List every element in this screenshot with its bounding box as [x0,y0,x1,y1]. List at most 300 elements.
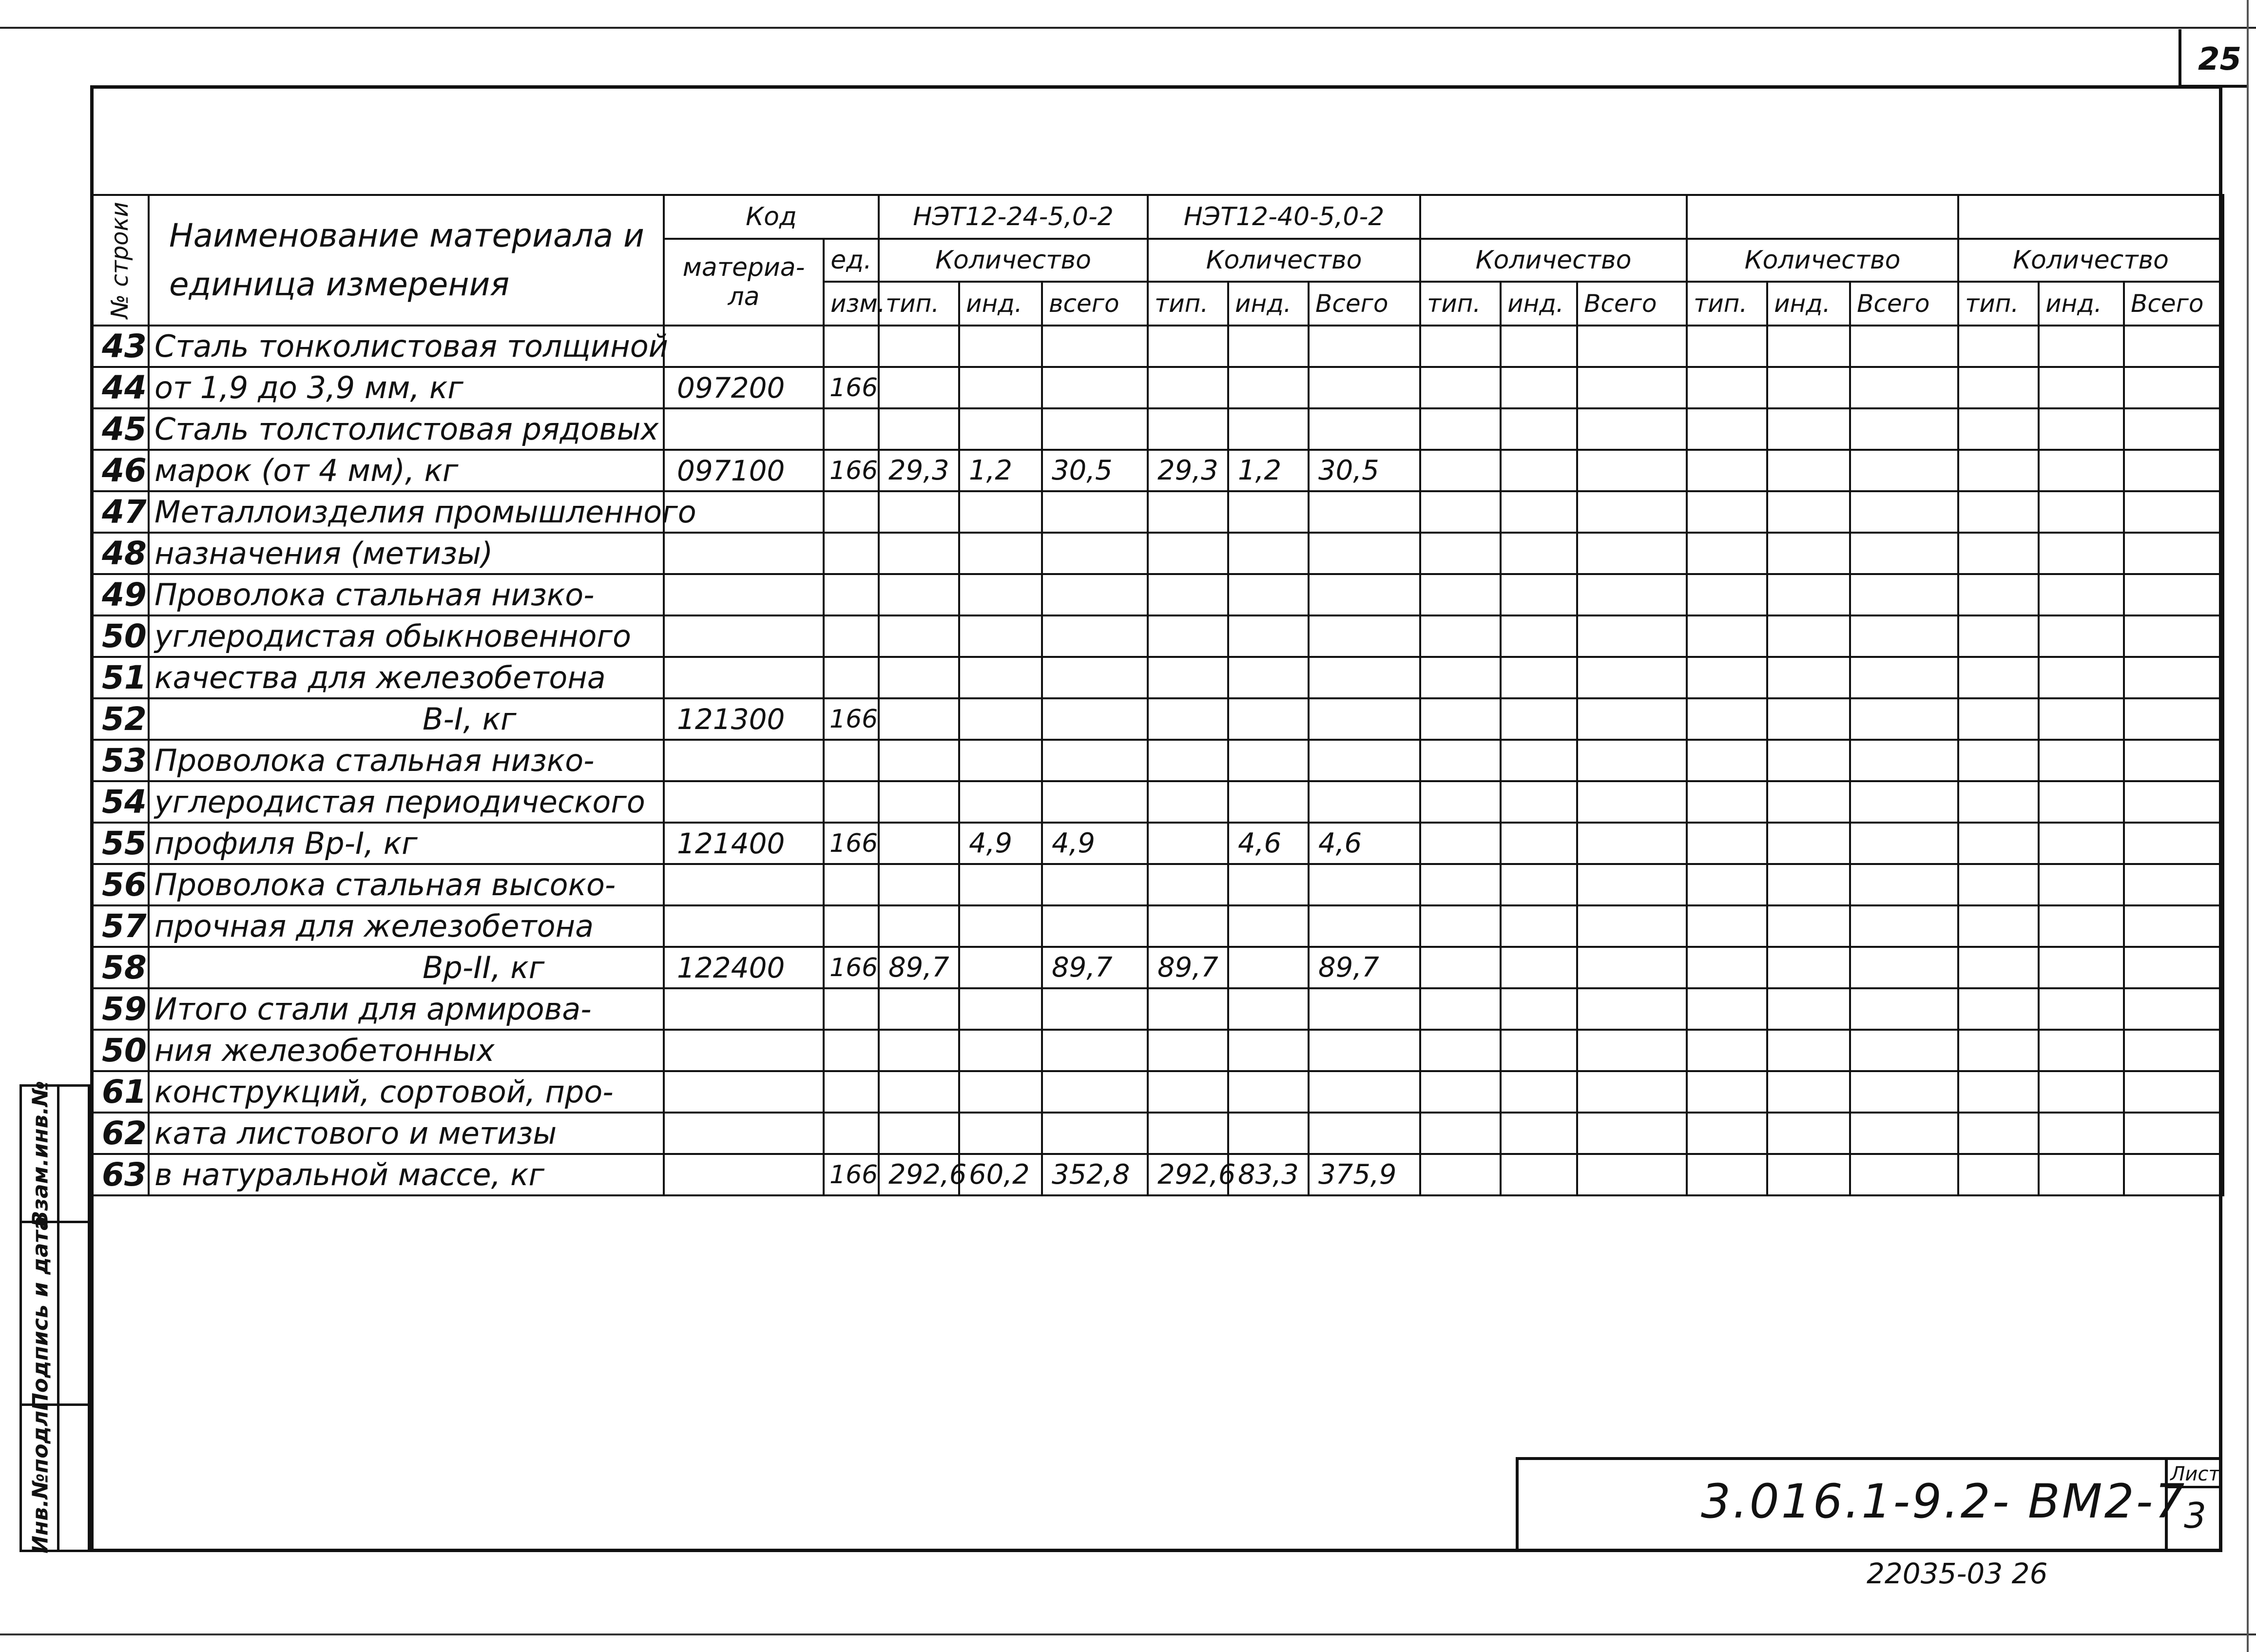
qty-value-5 [1228,1113,1309,1154]
unit-code: 166 [824,947,879,988]
material-name: назначения (метизы) [149,533,664,574]
qty-value-6 [1309,574,1420,615]
row-number: 43 [91,326,149,367]
qty-value-5 [1228,947,1309,988]
qty-empty-1 [1420,1030,1501,1071]
qty-value-1 [879,574,959,615]
page-number: 25 [2198,41,2242,77]
qty-value-4 [1148,905,1228,947]
qty-empty-3 [1577,1113,1687,1154]
material-code [664,615,824,657]
qty-value-3: 30,5 [1042,450,1148,491]
qty-empty-5 [1767,905,1850,947]
qty-empty-3 [1577,450,1687,491]
material-name: Проволока стальная высоко- [149,864,664,905]
qty-value-2: 4,9 [959,823,1042,864]
qty-empty-6 [1850,905,1958,947]
qty-empty-6 [1850,367,1958,408]
qty-value-1 [879,823,959,864]
material-code [664,408,824,450]
qty-empty-5 [1767,864,1850,905]
table-row [91,781,2223,823]
qty-empty-8 [2039,491,2124,533]
qty-empty-7 [1958,367,2039,408]
qty-value-4 [1148,574,1228,615]
qty-value-5 [1228,657,1309,698]
header-group-1-mark: НЭТ12-24-5,0-2 [879,195,1148,239]
qty-empty-1 [1420,1154,1501,1195]
qty-empty-3 [1577,988,1687,1030]
qty-empty-1 [1420,905,1501,947]
qty-empty-3 [1577,823,1687,864]
material-code [664,1071,824,1113]
header-group-4-qty: Количество [1687,239,1958,282]
qty-empty-3 [1577,657,1687,698]
qty-value-3 [1042,864,1148,905]
qty-empty-7 [1958,947,2039,988]
qty-empty-9 [2124,367,2223,408]
qty-value-3 [1042,781,1148,823]
qty-empty-8 [2039,450,2124,491]
qty-value-1: 89,7 [879,947,959,988]
header-g1-ind: инд. [959,282,1042,326]
qty-value-3 [1042,988,1148,1030]
qty-empty-9 [2124,408,2223,450]
qty-empty-6 [1850,1113,1958,1154]
qty-empty-5 [1767,781,1850,823]
qty-value-3 [1042,491,1148,533]
qty-empty-8 [2039,740,2124,781]
qty-empty-9 [2124,1113,2223,1154]
qty-empty-2 [1501,947,1577,988]
qty-empty-7 [1958,574,2039,615]
row-number: 63 [91,1154,149,1195]
table-row [91,408,2223,450]
qty-empty-4 [1687,864,1767,905]
qty-empty-4 [1687,740,1767,781]
qty-value-1 [879,864,959,905]
qty-empty-5 [1767,1071,1850,1113]
table-row [91,1030,2223,1071]
qty-value-1 [879,905,959,947]
table-row [91,1113,2223,1154]
qty-empty-9 [2124,740,2223,781]
qty-value-5 [1228,740,1309,781]
material-code [664,905,824,947]
table-row [91,533,2223,574]
qty-value-2 [959,657,1042,698]
qty-empty-5 [1767,615,1850,657]
qty-empty-8 [2039,947,2124,988]
material-code [664,574,824,615]
unit-code [824,615,879,657]
qty-value-1 [879,740,959,781]
row-number: 46 [91,450,149,491]
qty-empty-9 [2124,450,2223,491]
qty-value-5 [1228,615,1309,657]
qty-empty-6 [1850,740,1958,781]
sheet-bottom-line [0,1633,2256,1635]
table-row [91,864,2223,905]
qty-empty-7 [1958,988,2039,1030]
qty-empty-6 [1850,408,1958,450]
qty-value-4 [1148,657,1228,698]
qty-empty-2 [1501,450,1577,491]
qty-value-3 [1042,657,1148,698]
qty-value-6 [1309,491,1420,533]
qty-value-2: 60,2 [959,1154,1042,1195]
qty-empty-2 [1501,574,1577,615]
qty-empty-1 [1420,367,1501,408]
qty-value-2 [959,781,1042,823]
qty-value-5 [1228,698,1309,740]
unit-code [824,905,879,947]
qty-empty-2 [1501,864,1577,905]
qty-empty-6 [1850,864,1958,905]
unit-code [824,1030,879,1071]
table-row [91,326,2223,367]
qty-value-5 [1228,864,1309,905]
qty-empty-8 [2039,615,2124,657]
qty-value-4: 29,3 [1148,450,1228,491]
qty-value-4 [1148,408,1228,450]
qty-empty-3 [1577,947,1687,988]
material-code [664,740,824,781]
qty-empty-2 [1501,533,1577,574]
qty-value-1 [879,408,959,450]
qty-empty-2 [1501,1113,1577,1154]
qty-empty-9 [2124,905,2223,947]
material-name: Проволока стальная низко- [149,740,664,781]
header-g3-ind: инд. [1501,282,1577,326]
row-number: 52 [91,698,149,740]
qty-empty-8 [2039,533,2124,574]
qty-value-6 [1309,367,1420,408]
table-row [91,823,2223,864]
archive-number: 22035-03 26 [1867,1557,2048,1590]
qty-empty-8 [2039,823,2124,864]
qty-value-6 [1309,781,1420,823]
unit-code: 166 [824,823,879,864]
qty-empty-2 [1501,1154,1577,1195]
qty-empty-8 [2039,1154,2124,1195]
row-number: 51 [91,657,149,698]
qty-empty-6 [1850,1071,1958,1113]
qty-empty-6 [1850,533,1958,574]
header-g2-total: Всего [1309,282,1420,326]
qty-empty-4 [1687,1071,1767,1113]
qty-empty-8 [2039,988,2124,1030]
unit-code: 166 [824,1154,879,1195]
row-number: 48 [91,533,149,574]
material-name: прочная для железобетона [149,905,664,947]
material-code [664,1030,824,1071]
qty-value-1 [879,657,959,698]
row-number: 57 [91,905,149,947]
qty-value-1 [879,367,959,408]
qty-empty-4 [1687,698,1767,740]
qty-value-6 [1309,1113,1420,1154]
header-row-number-label: № строки [106,202,134,319]
qty-value-1 [879,615,959,657]
material-name: профиля Вр-I, кг [149,823,664,864]
qty-empty-8 [2039,781,2124,823]
header-g5-total: Всего [2124,282,2223,326]
row-number: 50 [91,1030,149,1071]
qty-value-5 [1228,408,1309,450]
qty-value-5: 83,3 [1228,1154,1309,1195]
qty-value-1: 29,3 [879,450,959,491]
qty-empty-1 [1420,408,1501,450]
table-body [91,326,2223,1195]
qty-value-5: 1,2 [1228,450,1309,491]
qty-value-5 [1228,1030,1309,1071]
qty-value-6 [1309,533,1420,574]
qty-value-4: 292,6 [1148,1154,1228,1195]
material-code [664,1113,824,1154]
row-number: 58 [91,947,149,988]
unit-code [824,533,879,574]
qty-empty-1 [1420,864,1501,905]
qty-empty-4 [1687,574,1767,615]
qty-empty-3 [1577,615,1687,657]
material-name: ния железобетонных [149,1030,664,1071]
header-group-2-mark: НЭТ12-40-5,0-2 [1148,195,1420,239]
qty-value-3 [1042,615,1148,657]
qty-empty-9 [2124,1071,2223,1113]
qty-value-2 [959,574,1042,615]
qty-empty-1 [1420,740,1501,781]
qty-value-4 [1148,326,1228,367]
document-number: 3.016.1-9.2- ВМ2-7 [1701,1474,2187,1529]
qty-empty-7 [1958,905,2039,947]
qty-empty-8 [2039,367,2124,408]
qty-empty-9 [2124,947,2223,988]
qty-value-1 [879,326,959,367]
stamp-replacement-label: Взам.инв.№ [28,1080,53,1227]
qty-empty-1 [1420,947,1501,988]
qty-value-3 [1042,740,1148,781]
qty-empty-5 [1767,1113,1850,1154]
qty-value-6: 89,7 [1309,947,1420,988]
unit-code [824,781,879,823]
qty-empty-7 [1958,864,2039,905]
material-name: в натуральной массе, кг [149,1154,664,1195]
unit-code: 166 [824,698,879,740]
qty-empty-5 [1767,1154,1850,1195]
material-name: Металлоизделия промышленного [149,491,664,533]
qty-empty-8 [2039,1113,2124,1154]
qty-empty-4 [1687,823,1767,864]
qty-value-3 [1042,326,1148,367]
unit-code [824,1071,879,1113]
sheet-number: 3 [2184,1495,2206,1536]
header-g4-ind: инд. [1767,282,1850,326]
header-material-name: Наименование материала и единица измерения [149,195,664,326]
qty-value-3 [1042,905,1148,947]
qty-value-6 [1309,988,1420,1030]
material-name: В-I, кг [149,698,664,740]
qty-empty-7 [1958,533,2039,574]
qty-value-2 [959,615,1042,657]
qty-value-6 [1309,408,1420,450]
material-table [90,194,2224,1196]
qty-value-1: 292,6 [879,1154,959,1195]
qty-empty-9 [2124,491,2223,533]
qty-empty-8 [2039,574,2124,615]
qty-empty-9 [2124,574,2223,615]
qty-empty-1 [1420,781,1501,823]
qty-empty-4 [1687,781,1767,823]
qty-value-6: 375,9 [1309,1154,1420,1195]
material-code: 097200 [664,367,824,408]
qty-empty-8 [2039,1030,2124,1071]
row-number: 44 [91,367,149,408]
qty-empty-7 [1958,1154,2039,1195]
qty-empty-2 [1501,615,1577,657]
header-g5-ind: инд. [2039,282,2124,326]
qty-value-2 [959,1113,1042,1154]
material-code [664,864,824,905]
qty-value-2 [959,864,1042,905]
qty-empty-3 [1577,905,1687,947]
qty-empty-3 [1577,698,1687,740]
qty-value-4: 89,7 [1148,947,1228,988]
qty-value-4 [1148,367,1228,408]
qty-value-5 [1228,905,1309,947]
qty-empty-5 [1767,740,1850,781]
unit-code: 166 [824,367,879,408]
material-name: углеродистая обыкновенного [149,615,664,657]
table-row [91,615,2223,657]
unit-code [824,657,879,698]
header-row-number [91,195,149,326]
material-name: Вр-II, кг [149,947,664,988]
qty-empty-9 [2124,781,2223,823]
qty-value-4 [1148,533,1228,574]
row-number: 50 [91,615,149,657]
header-code-material [664,239,824,326]
qty-empty-1 [1420,533,1501,574]
material-code: 121400 [664,823,824,864]
qty-empty-1 [1420,698,1501,740]
header-unit-2: изм. [824,282,879,326]
qty-value-6 [1309,1071,1420,1113]
qty-empty-1 [1420,657,1501,698]
qty-value-4 [1148,781,1228,823]
qty-empty-9 [2124,326,2223,367]
qty-empty-1 [1420,450,1501,491]
qty-value-2 [959,367,1042,408]
qty-value-1 [879,698,959,740]
qty-empty-8 [2039,698,2124,740]
qty-empty-5 [1767,698,1850,740]
qty-empty-2 [1501,491,1577,533]
qty-empty-1 [1420,823,1501,864]
header-group-2-qty: Количество [1148,239,1420,282]
qty-empty-9 [2124,864,2223,905]
qty-empty-7 [1958,450,2039,491]
qty-value-1 [879,533,959,574]
qty-empty-3 [1577,326,1687,367]
qty-value-3: 89,7 [1042,947,1148,988]
qty-value-6 [1309,864,1420,905]
qty-empty-6 [1850,947,1958,988]
qty-empty-8 [2039,326,2124,367]
qty-empty-1 [1420,326,1501,367]
qty-empty-6 [1850,698,1958,740]
material-name: марок (от 4 мм), кг [149,450,664,491]
qty-empty-7 [1958,326,2039,367]
header-unit-1: ед. [824,239,879,282]
qty-empty-4 [1687,326,1767,367]
material-code [664,326,824,367]
qty-empty-2 [1501,781,1577,823]
table-row [91,698,2223,740]
qty-empty-7 [1958,823,2039,864]
qty-empty-1 [1420,574,1501,615]
qty-value-6: 30,5 [1309,450,1420,491]
header-code-material-line2: ла [728,282,760,311]
material-code [664,533,824,574]
qty-value-4 [1148,988,1228,1030]
qty-empty-6 [1850,781,1958,823]
qty-empty-6 [1850,988,1958,1030]
qty-empty-3 [1577,1154,1687,1195]
material-name: Сталь тонколистовая толщиной [149,326,664,367]
header-g3-tip: тип. [1420,282,1501,326]
qty-empty-4 [1687,1113,1767,1154]
qty-empty-4 [1687,657,1767,698]
qty-value-3 [1042,1071,1148,1113]
qty-empty-2 [1501,740,1577,781]
table-row [91,988,2223,1030]
qty-value-3: 352,8 [1042,1154,1148,1195]
header-code: Код [664,195,879,239]
qty-empty-8 [2039,905,2124,947]
qty-empty-2 [1501,698,1577,740]
table-row [91,1071,2223,1113]
qty-empty-3 [1577,864,1687,905]
stamp-cell-inventory [22,1402,88,1554]
qty-empty-6 [1850,450,1958,491]
qty-value-6 [1309,1030,1420,1071]
material-name: углеродистая периодического [149,781,664,823]
stamp-cell-signature [22,1216,88,1411]
qty-empty-7 [1958,1071,2039,1113]
qty-empty-5 [1767,823,1850,864]
qty-empty-6 [1850,1030,1958,1071]
qty-value-2 [959,533,1042,574]
qty-empty-8 [2039,1071,2124,1113]
qty-value-6 [1309,905,1420,947]
qty-empty-1 [1420,1071,1501,1113]
qty-empty-4 [1687,615,1767,657]
qty-value-2 [959,1071,1042,1113]
qty-empty-3 [1577,408,1687,450]
qty-empty-5 [1767,450,1850,491]
qty-value-5 [1228,1071,1309,1113]
table-row [91,1154,2223,1195]
header-g4-tip: тип. [1687,282,1767,326]
qty-empty-6 [1850,657,1958,698]
header-g2-tip: тип. [1148,282,1228,326]
qty-value-3 [1042,408,1148,450]
qty-empty-5 [1767,367,1850,408]
qty-empty-4 [1687,947,1767,988]
unit-code [824,1113,879,1154]
qty-empty-6 [1850,1154,1958,1195]
